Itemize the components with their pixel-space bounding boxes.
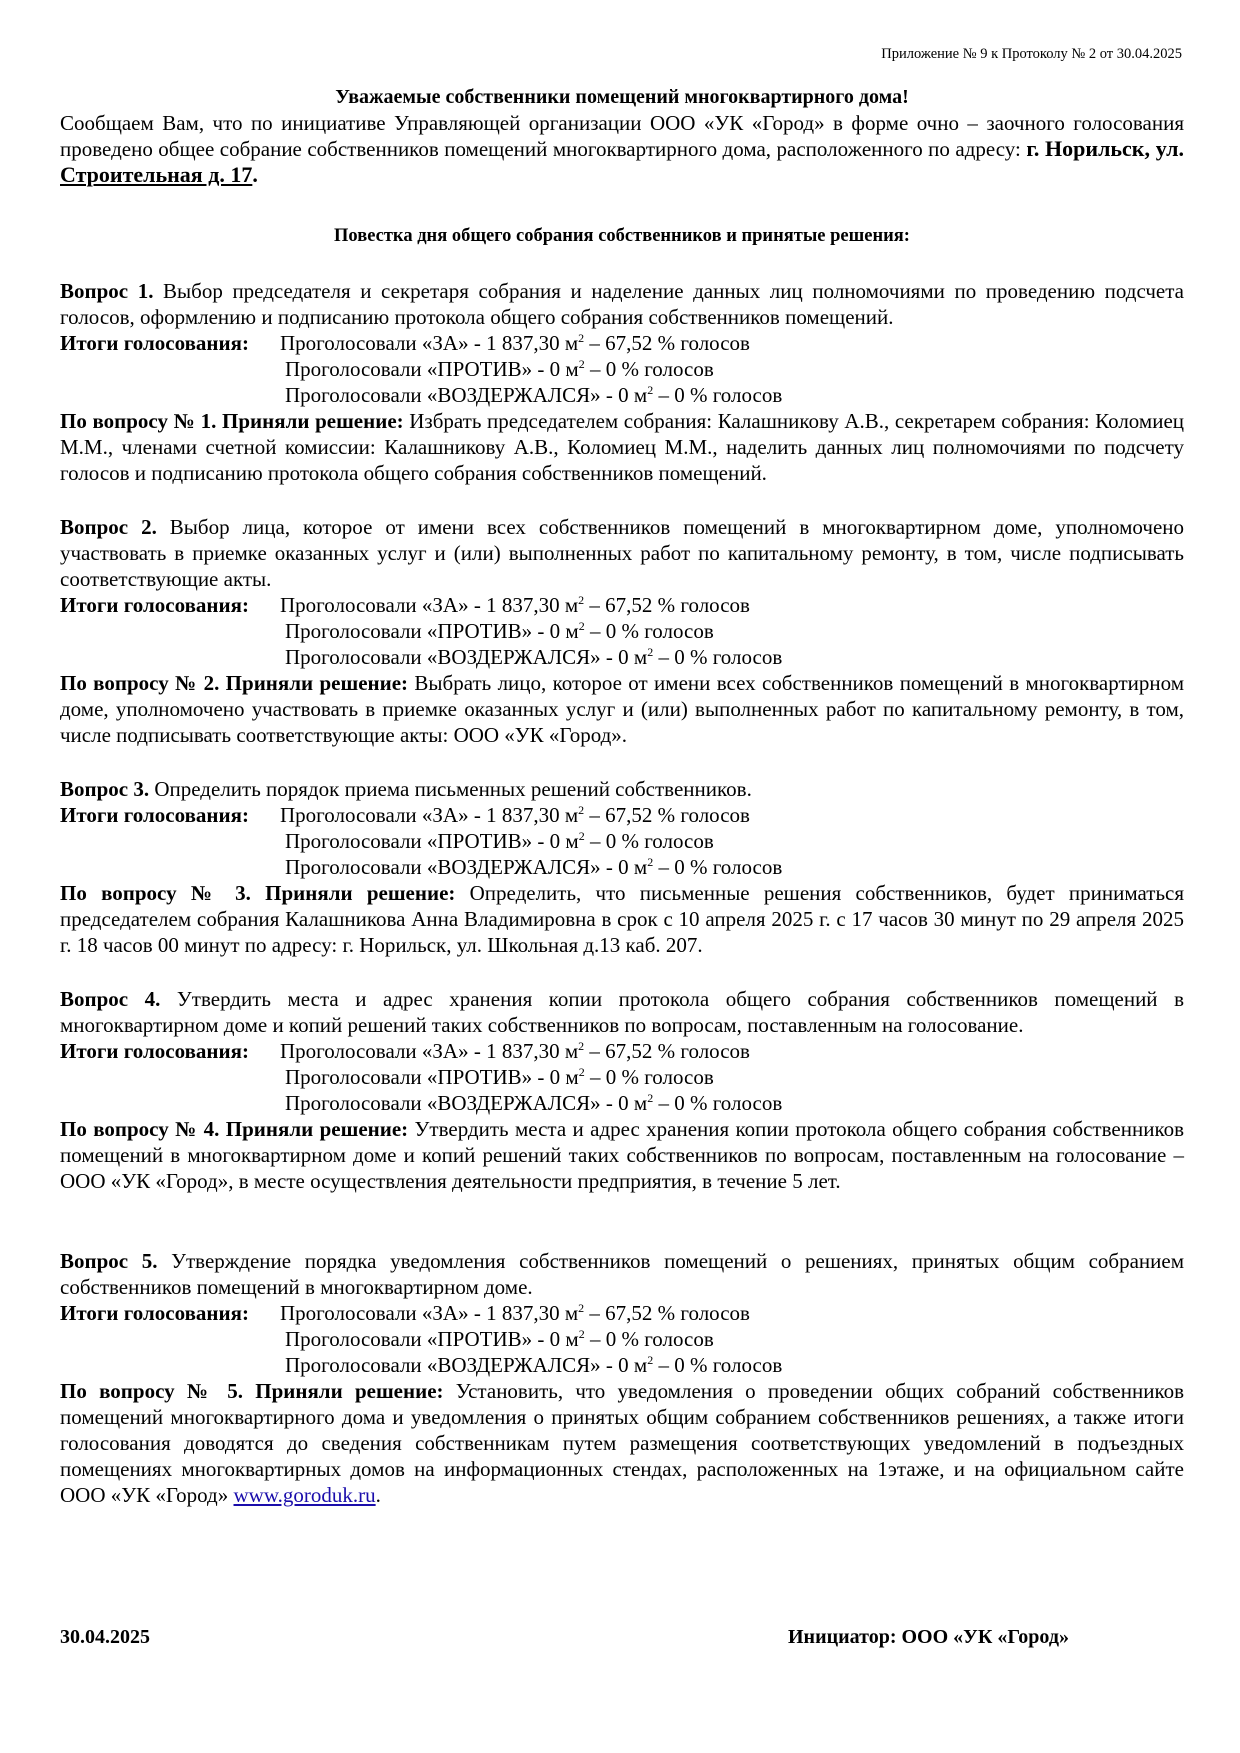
vote-abstain: Проголосовали «ВОЗДЕРЖАЛСЯ» - 0 $м^2 - 0$ % голосов [285,855,783,879]
vote-against: Проголосовали «ПРОТИВ» - 0 $м^2 - 0$ % голосов [285,829,714,853]
footer-date: 30.04.2025 [60,1626,150,1648]
footer-initiator: Инициатор: ООО «УК «Город» [788,1626,1069,1648]
address-street: Строительная д. 17 [60,162,253,187]
vote-for: Итоги голосования: Проголосовали «ЗА» - 1 837,30 $м^2 - 67,52$ % голосов [60,1039,750,1063]
question-block-2 [60,514,1184,748]
vote-against: Проголосовали «ПРОТИВ» - 0 $м^2 - 0$ % голосов [285,619,714,643]
vote-for: Итоги голосования: Проголосовали «ЗА» - 1 837,30 $м^2 - 67,52$ % голосов [60,593,750,617]
intro-text: Сообщаем Вам, что по инициативе Управляющей организации ООО «УК «Город» в форме очно – заочного голосования проведено общее собрание собственников помещений многоквартирного дома, расположенного по адресу: [60,111,1184,161]
decision-text: По вопросу № 3. Приняли решение: Определить, что письменные решения собственников, будет приниматься председателем собрания Калашникова Анна Владимировна в срок с 10 апреля 2025 г. с 17 часов 30 минут по 29 апреля 2025 г. 18 часов 00 минут по адресу: г. Норильск, ул. Школьная д.13 каб. 207. [60,881,1184,957]
question-block-1 [60,278,1184,486]
intro-paragraph [60,110,1184,188]
question-block-4 [60,986,1184,1194]
appendix-note: Приложение № 9 к Протоколу № 2 от 30.04.2025 [881,46,1182,62]
decision-text: По вопросу № 2. Приняли решение: Выбрать лицо, которое от имени всех собственников помещений в многоквартирном доме, уполномочено участвовать в приемке оказанных услуг и (или) выполненных работ по капитальному ремонту, в том, числе подписывать соответствующие акты: ООО «УК «Город». [60,671,1184,747]
vote-abstain: Проголосовали «ВОЗДЕРЖАЛСЯ» - 0 $м^2 - 0$ % голосов [285,383,783,407]
address: г. Норильск, ул. Строительная д. 17. [60,136,1184,187]
decision-text: По вопросу № 5. Приняли решение: Установить, что уведомления о проведении общих собраний собственников помещений многоквартирного дома и уведомления о принятых общим собранием собственников решениях, а также итоги голосования доводятся до сведения собственникам путем размещения соответствующих уведомлений в подъездных помещениях многоквартирных домов на информационных стендах, расположенных на 1этаже, и на официальном сайте ООО «УК «Город» www.goroduk.ru. [60,1379,1184,1507]
question-text: Вопрос 4. Утвердить места и адрес хранения копии протокола общего собрания собственников помещений в многоквартирном доме и копий решений таких собственников по вопросам, поставленным на голосование. [60,987,1184,1037]
question-block-5 [60,1248,1184,1508]
decision-text: По вопросу № 1. Приняли решение: Избрать председателем собрания: Калашникову А.В., секретарем собрания: Коломиец М.М., членами счетной комиссии: Калашникову А.В., Коломиец М.М., наделить данных лиц полномочиями по подсчету голосов и подписанию протокола общего собрания собственников помещений. [60,409,1184,485]
vote-for: Итоги голосования: Проголосовали «ЗА» - 1 837,30 $м^2 - 67,52$ % голосов [60,1301,750,1325]
question-block-3 [60,776,1184,958]
document-page [60,0,1184,1753]
vote-against: Проголосовали «ПРОТИВ» - 0 $м^2 - 0$ % голосов [285,357,714,381]
vote-abstain: Проголосовали «ВОЗДЕРЖАЛСЯ» - 0 $м^2 - 0$ % голосов [285,645,783,669]
vote-for: Итоги голосования: Проголосовали «ЗА» - 1 837,30 $м^2 - 67,52$ % голосов [60,803,750,827]
vote-against: Проголосовали «ПРОТИВ» - 0 $м^2 - 0$ % голосов [285,1065,714,1089]
vote-abstain: Проголосовали «ВОЗДЕРЖАЛСЯ» - 0 $м^2 - 0$ % голосов [285,1091,783,1115]
question-text: Вопрос 5. Утверждение порядка уведомления собственников помещений о решениях, принятых общим собранием собственников помещений в многоквартирном доме. [60,1249,1185,1299]
website-link[interactable]: www.goroduk.ru [233,1483,376,1507]
vote-for: Итоги голосования: Проголосовали «ЗА» - 1 837,30 $м^2 - 67,52$ % голосов [60,331,750,355]
agenda-title: Повестка дня общего собрания собственников и принятые решения: [334,226,910,246]
decision-text: По вопросу № 4. Приняли решение: Утвердить места и адрес хранения копии протокола общего собрания собственников помещений в многоквартирном доме и копий решений таких собственников по вопросам, поставленным на голосование – ООО «УК «Город», в месте осуществления деятельности предприятия, в течение 5 лет. [60,1117,1184,1193]
question-text: Вопрос 2. Выбор лица, которое от имени всех собственников помещений в многоквартирном доме, уполномочено участвовать в приемке оказанных услуг и (или) выполненных работ по капитальному ремонту, в том, числе подписывать соответствующие акты. [60,515,1185,591]
question-text: Вопрос 3. Определить порядок приема письменных решений собственников. [60,777,752,801]
vote-against: Проголосовали «ПРОТИВ» - 0 $м^2 - 0$ % голосов [285,1327,714,1351]
vote-abstain: Проголосовали «ВОЗДЕРЖАЛСЯ» - 0 $м^2 - 0$ % голосов [285,1353,783,1377]
question-text: Вопрос 1. Выбор председателя и секретаря собрания и наделение данных лиц полномочиями по проведению подсчета голосов, оформлению и подписанию протокола общего собрания собственников помещений. [60,279,1184,329]
document-title: Уважаемые собственники помещений многоквартирного дома! [335,86,909,108]
